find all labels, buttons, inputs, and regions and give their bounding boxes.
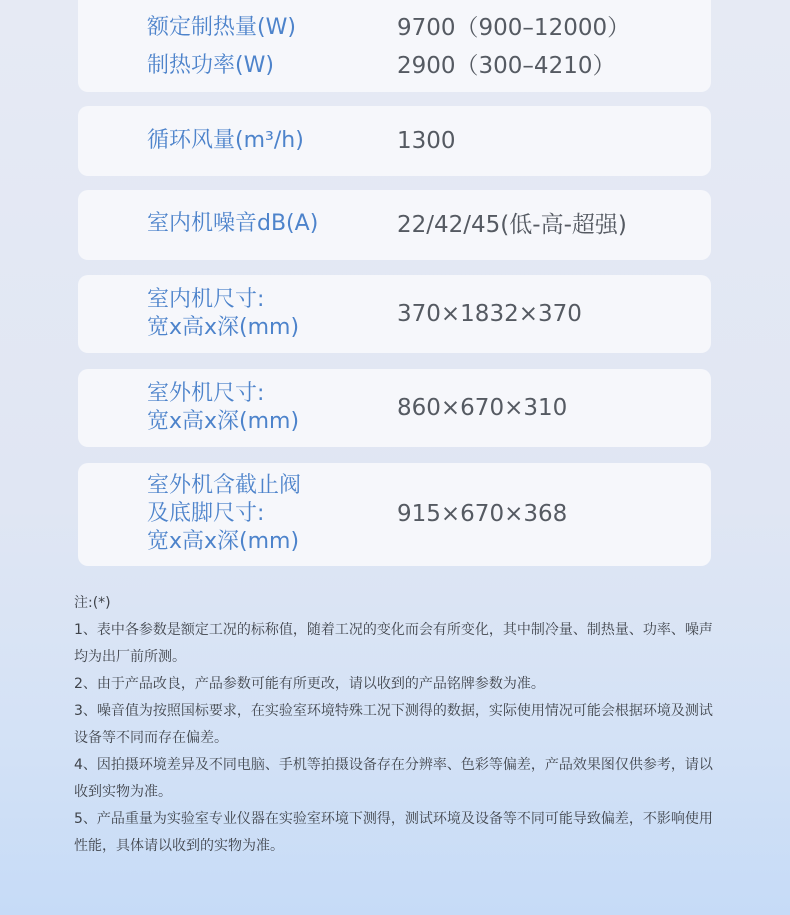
spec-label: 循环风量(m³/h): [147, 128, 304, 153]
spec-label: 额定制热量(W) 制热功率(W): [147, 15, 296, 78]
spec-label: 室内机尺寸: 宽x高x深(mm): [147, 287, 300, 340]
spec-card-outdoor-valve-size: [78, 463, 711, 566]
note-item: 3、噪音值为按照国标要求，在实验室环境特殊工况下测得的数据，实际使用情况可能会根据环境及测试设备等不同而存在偏差。: [74, 703, 713, 746]
spec-card-indoor-size: [78, 275, 711, 353]
spec-label: 室内机噪音dB(A): [147, 211, 319, 236]
spec-label: 室外机尺寸: 宽x高x深(mm): [147, 381, 300, 434]
notes-title: 注:(*): [74, 595, 111, 611]
spec-card-noise: [78, 190, 711, 260]
note-item: 1、表中各参数是额定工况的标称值，随着工况的变化而会有所变化，其中制冷量、制热量、功率、噪声均为出厂前所测。: [74, 622, 713, 665]
spec-card-outdoor-size: [78, 369, 711, 447]
spec-value: 915×670×368: [397, 501, 568, 527]
spec-value: 9700（900–12000） 2900（300–4210）: [397, 15, 631, 79]
spec-card-heating: [78, 0, 711, 92]
spec-card-airflow: [78, 106, 711, 176]
spec-value: 22/42/45(低-高-超强): [397, 212, 627, 238]
spec-value: 1300: [397, 128, 456, 154]
spec-value: 860×670×310: [397, 395, 568, 421]
note-item: 2、由于产品改良，产品参数可能有所更改，请以收到的产品铭牌参数为准。: [74, 676, 545, 692]
note-item: 4、因拍摄环境差异及不同电脑、手机等拍摄设备存在分辨率、色彩等偏差，产品效果图仅供参考，请以收到实物为准。: [74, 757, 713, 800]
spec-label: 室外机含截止阀 及底脚尺寸: 宽x高x深(mm): [147, 473, 302, 554]
note-item: 5、产品重量为实验室专业仪器在实验室环境下测得，测试环境及设备等不同可能导致偏差，不影响使用性能，具体请以收到的实物为准。: [74, 811, 713, 854]
notes-section: [74, 590, 724, 860]
spec-value: 370×1832×370: [397, 301, 582, 327]
